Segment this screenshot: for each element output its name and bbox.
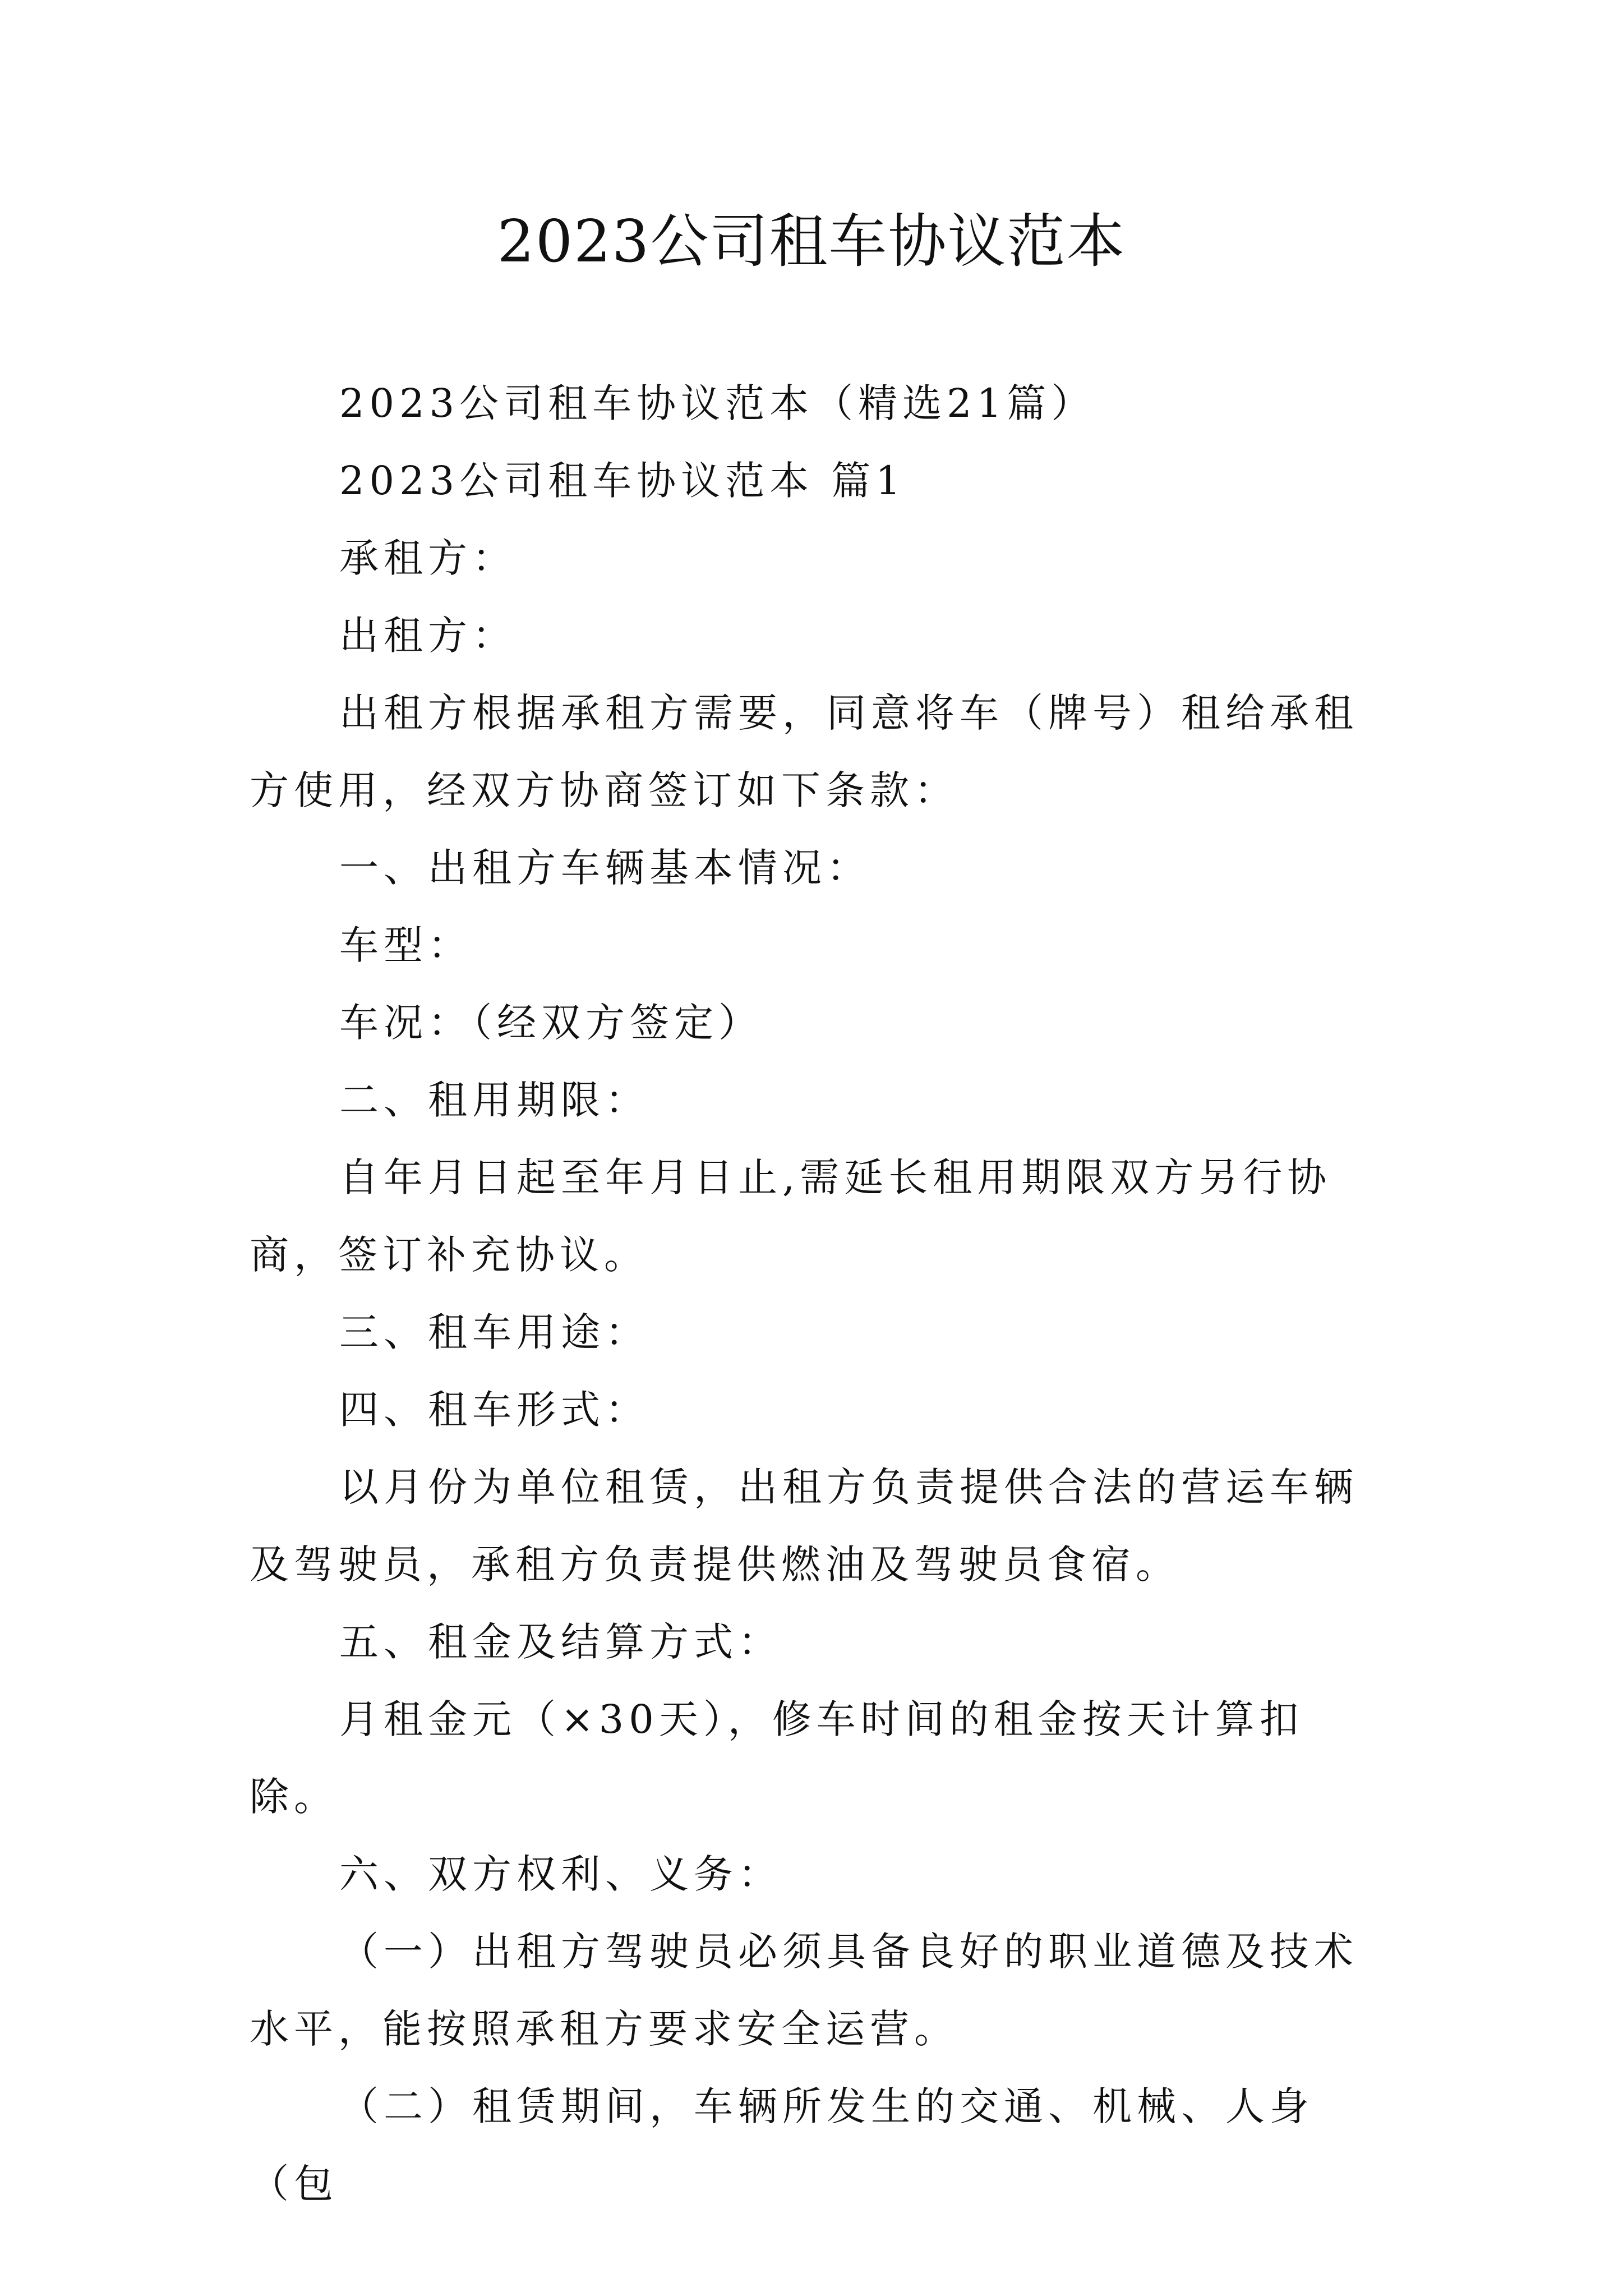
paragraph: 出租方： <box>339 613 517 659</box>
paragraph: 承租方： <box>339 535 517 581</box>
paragraph: 一、出租方车辆基本情况： <box>339 845 871 891</box>
paragraph: 2023公司租车协议范本 篇1 <box>339 458 906 504</box>
paragraph: 二、租用期限： <box>339 1077 649 1123</box>
paragraph: 六、双方权利、义务： <box>339 1851 782 1897</box>
paragraph: 出租方根据承租方需要，同意将车（牌号）租给承租方使用，经双方协商签订如下条款： <box>250 690 1358 813</box>
paragraph: 四、租车形式： <box>339 1387 649 1433</box>
paragraph: （一）出租方驾驶员必须具备良好的职业道德及技术水平，能按照承租方要求安全运营。 <box>250 1929 1358 2052</box>
paragraph: 车况：（经双方签定） <box>339 1000 763 1046</box>
paragraph: 五、租金及结算方式： <box>339 1619 782 1665</box>
paragraph: 三、租车用途： <box>339 1309 649 1355</box>
document-title: 2023公司租车协议范本 <box>497 207 1126 275</box>
paragraph: 自年月日起至年月日止,需延长租用期限双方另行协商，签订补充协议。 <box>250 1154 1332 1278</box>
paragraph: 2023公司租车协议范本（精选21篇） <box>339 380 1096 426</box>
paragraph: 车型： <box>339 922 472 968</box>
paragraph: 以月份为单位租赁，出租方负责提供合法的营运车辆及驾驶员，承租方负责提供燃油及驾驶员食宿。 <box>250 1464 1358 1588</box>
document-body <box>250 365 1391 2223</box>
paragraph: （二）租赁期间，车辆所发生的交通、机械、人身（包 <box>250 2083 1314 2207</box>
paragraph: 月租金元（×30天），修车时间的租金按天计算扣除。 <box>250 1696 1304 1820</box>
